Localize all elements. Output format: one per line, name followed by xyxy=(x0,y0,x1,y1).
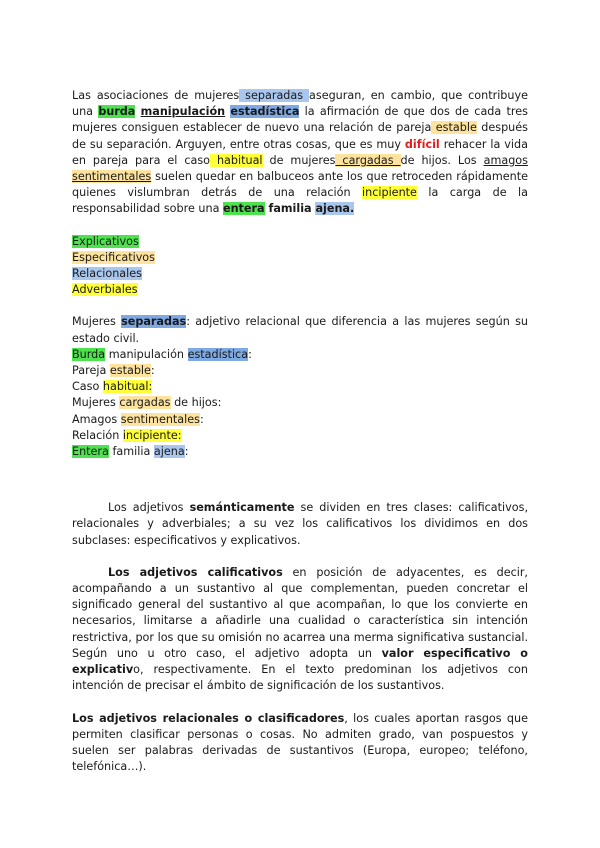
word-familia: familia xyxy=(264,202,316,216)
highlight-sentimentales: sentimentales xyxy=(72,170,152,184)
analysis-list xyxy=(72,314,528,460)
legend-adverbiales: Adverbiales xyxy=(72,283,138,297)
analysis-line: Relación incipiente: xyxy=(72,428,182,442)
spacer xyxy=(72,218,528,234)
legend-explicativos: Explicativos xyxy=(72,234,139,248)
highlight-ajena: ajena xyxy=(153,445,185,459)
highlight-ajena: ajena. xyxy=(315,202,355,216)
text-run: la afirmación de que dos de cada tres mujeres consiguen establecer de nuevo una relación de pareja xyxy=(72,105,528,135)
legend-especificativos: Especificativos xyxy=(72,250,155,264)
word-amagos: amagos xyxy=(483,153,528,167)
spacer xyxy=(72,549,528,565)
highlight-estadistica: estadística xyxy=(187,347,249,361)
highlight-separadas: separadas xyxy=(121,315,187,329)
legend-relacionales: Relacionales xyxy=(72,267,142,281)
highlight-estable: estable xyxy=(109,364,151,378)
spacer xyxy=(72,298,528,314)
highlight-separadas: separadas xyxy=(239,89,310,102)
highlight-entera: entera xyxy=(223,202,265,216)
legend xyxy=(72,234,528,299)
spacer xyxy=(72,695,528,711)
text-run: Las asociaciones de mujeres xyxy=(72,89,240,102)
analysis-line: Burda manipulación estadística: xyxy=(72,347,252,361)
highlight-sentimentales: sentimentales xyxy=(120,412,200,426)
analysis-line: Entera familia ajena: xyxy=(72,445,189,459)
text-run: de hijos. Los xyxy=(400,153,484,167)
analysis-line: Mujeres cargadas de hijos: xyxy=(72,396,222,410)
analysis-line: Mujeres separadas: adjetivo relacional que diferencia a las mujeres según su estado civil. xyxy=(72,315,528,345)
word-manipulacion: manipulación xyxy=(140,105,226,119)
text-run: suelen quedar en balbuceos ante los que retroceden rápidamente quienes vislumbran detrás de una relación xyxy=(72,170,528,200)
word-dificil: difícil xyxy=(404,137,440,151)
highlight-incipiente: incipiente: xyxy=(122,428,182,442)
spacer xyxy=(72,460,528,500)
highlight-burda: burda xyxy=(98,105,136,119)
highlight-habitual: habitual: xyxy=(102,380,153,394)
highlight-habitual: habitual xyxy=(210,153,263,167)
body-paragraph-semantic: Los adjetivos semánticamente se dividen en tres clases: calificativos, relacionales y adverbiales; a su vez los calificativos los dividimos en dos subclases: especificativos y explicativos. xyxy=(72,501,528,547)
analysis-line: Caso habitual: xyxy=(72,380,153,394)
highlight-incipiente: incipiente xyxy=(362,186,417,200)
highlight-entera: Entera xyxy=(72,445,109,459)
analysis-line: Amagos sentimentales: xyxy=(72,412,204,426)
body-paragraph-relacionales: Los adjetivos relacionales o clasificadores, los cuales aportan rasgos que permiten clasificar personas o cosas. No admiten grado, van pospuestos y suelen ser palabras derivadas de sustantivos (Europa, europeo; teléfono, telefónica…). xyxy=(72,711,529,774)
text-run: rehacer la vida en pareja para el caso xyxy=(72,137,528,167)
highlight-burda: Burda xyxy=(72,347,106,361)
text-run: después de su separación. Arguyen, entre otras cosas, que es muy xyxy=(72,121,528,151)
highlight-estable: estable xyxy=(431,121,477,135)
text-run: aseguran, en cambio, que contribuye una xyxy=(72,89,528,119)
highlight-estadistica: estadística xyxy=(230,105,300,119)
analysis-line: Pareja estable: xyxy=(72,364,155,378)
text-run: la carga de la responsabilidad sobre una xyxy=(72,186,528,216)
body-paragraph-calificativos: Los adjetivos calificativos en posición de adyacentes, es decir, acompañando a un sustantivo al que complementan, pueden concretar el significado general del sustantivo al que acompañan, lo que los convierte en necesarios, limitarse a añadirle una cualidad o característica sin intención restrictiva, por los que su omisión no acarrea una merma significativa sustancial. Según uno u otro caso, el adjetivo adopta un valor especificativo o explicativo, respectivamente. En el texto predominan los adjetivos con intención de precisar el ámbito de significación de los sustantivos. xyxy=(72,565,528,693)
text-run: de mujeres xyxy=(262,153,336,167)
highlight-cargadas: cargadas xyxy=(119,396,171,410)
highlight-cargadas: cargadas xyxy=(335,153,401,167)
source-text-paragraph xyxy=(72,88,528,218)
